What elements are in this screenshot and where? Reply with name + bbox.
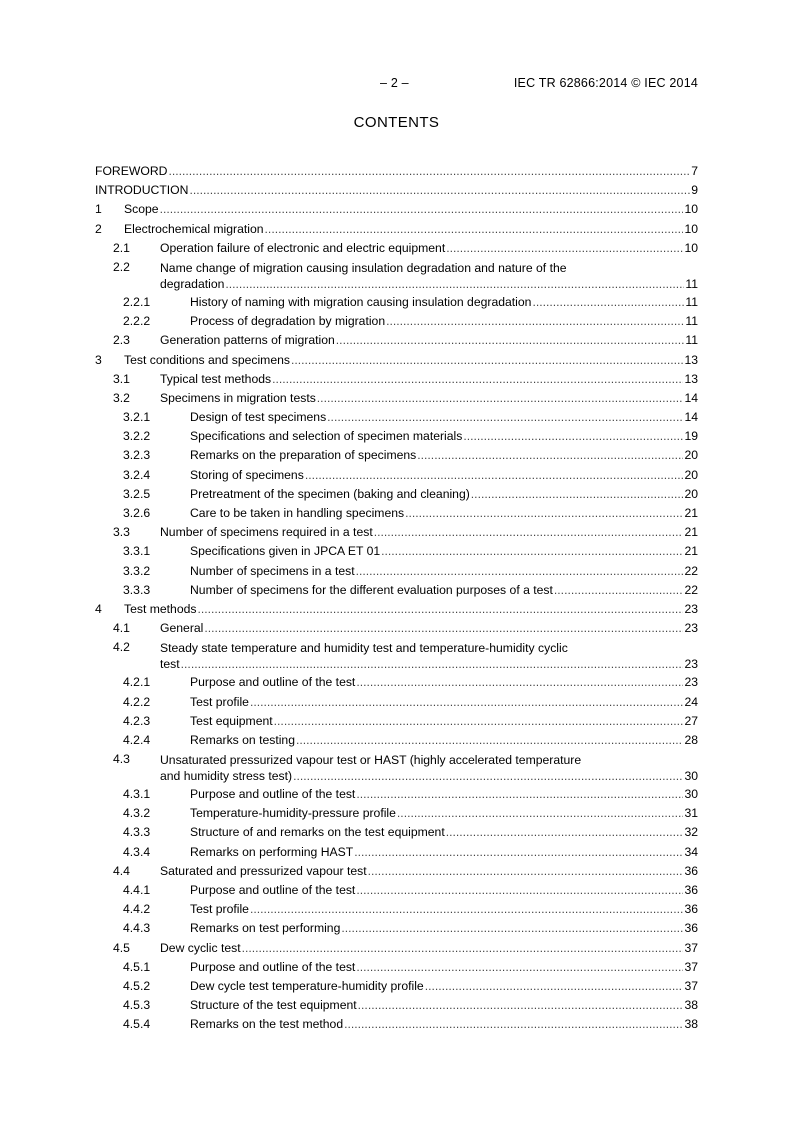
toc-entry-number: 3.2	[113, 390, 130, 405]
toc-entry-page: 11	[685, 314, 698, 329]
dot-leader	[356, 562, 684, 581]
toc-entry-title: Temperature-humidity-pressure profile	[190, 806, 396, 821]
toc-entry-page: 34	[684, 844, 698, 859]
dot-leader	[381, 542, 683, 561]
toc-entry-title: Unsaturated pressurized vapour test or HAST (highly accelerated temperature	[160, 753, 582, 768]
dot-leader	[272, 370, 683, 389]
toc-entry-page: 23	[684, 601, 698, 616]
toc-entry-number: 4.5.3	[123, 998, 151, 1013]
toc-entry-title: Remarks on performing HAST	[190, 844, 354, 859]
toc-entry[interactable]	[95, 312, 698, 331]
toc-entry-page: 9	[691, 183, 698, 198]
dot-leader	[446, 823, 684, 842]
toc-entry-title: Specifications given in JPCA ET 01	[190, 544, 381, 559]
toc-entry[interactable]	[95, 446, 698, 465]
toc-entry-title: Storing of specimens	[190, 467, 304, 482]
dot-leader	[197, 600, 683, 619]
table-of-contents	[95, 162, 698, 1035]
toc-entry[interactable]	[95, 900, 698, 919]
toc-entry[interactable]	[95, 162, 698, 181]
toc-entry[interactable]	[95, 958, 698, 977]
toc-entry[interactable]	[95, 638, 698, 673]
toc-entry-page: 36	[684, 883, 698, 897]
toc-entry-page: 10	[684, 221, 698, 236]
toc-entry[interactable]	[95, 427, 698, 446]
toc-entry[interactable]	[95, 804, 698, 823]
toc-entry[interactable]	[95, 562, 698, 581]
toc-entry[interactable]	[95, 220, 698, 239]
toc-entry-page: 30	[684, 769, 698, 784]
toc-entry-number: 4.3.1	[123, 787, 151, 802]
toc-entry-title: Test profile	[190, 694, 249, 709]
toc-entry-number: 4.3.2	[123, 806, 151, 821]
toc-entry-title: History of naming with migration causing insulation degradation	[190, 294, 532, 309]
toc-entry-page: 13	[684, 371, 698, 386]
toc-entry[interactable]	[95, 750, 698, 785]
toc-entry[interactable]	[95, 673, 698, 692]
toc-entry-title: Purpose and outline of the test	[190, 959, 356, 974]
toc-entry-number: 3.2.2	[123, 429, 151, 444]
toc-entry-title: Specifications and selection of specimen materials	[190, 429, 463, 444]
toc-entry-title: Scope	[124, 202, 159, 217]
toc-entry-page: 20	[684, 467, 698, 482]
toc-entry-title: Structure of and remarks on the test equipment	[190, 825, 445, 840]
toc-entry[interactable]	[95, 862, 698, 881]
toc-entry-page: 11	[685, 294, 698, 309]
toc-entry-number: 3.2.3	[123, 448, 151, 463]
toc-entry-title: degradation	[160, 276, 225, 291]
dot-leader	[397, 804, 684, 823]
toc-entry-number: 4.2.3	[123, 713, 151, 728]
toc-entry-page: 11	[685, 333, 698, 348]
toc-entry-number: 4.3.4	[123, 844, 151, 859]
dot-leader	[327, 408, 683, 427]
dot-leader	[356, 673, 683, 692]
toc-entry-number: 4.1	[113, 621, 130, 636]
toc-entry[interactable]	[95, 919, 698, 938]
toc-entry-page: 21	[684, 525, 698, 540]
toc-entry-page: 21	[684, 506, 698, 520]
toc-entry-title: Remarks on the preparation of specimens	[190, 448, 417, 463]
toc-entry-title: Operation failure of electronic and electric equipment	[160, 240, 446, 255]
toc-entry-number: 2.3	[113, 333, 130, 348]
dot-leader	[250, 900, 684, 919]
toc-entry-number: 4.3	[113, 752, 130, 767]
toc-entry-number: 3.3	[113, 525, 130, 540]
toc-entry-page: 11	[685, 276, 698, 291]
toc-entry-number: 1	[95, 202, 102, 217]
toc-entry-title: Name change of migration causing insulation degradation and nature of the	[160, 260, 567, 275]
dot-leader	[356, 958, 683, 977]
dot-leader	[356, 785, 683, 804]
toc-entry-number: 2.1	[113, 240, 130, 255]
toc-entry-page: 7	[691, 164, 698, 178]
toc-entry-title: Purpose and outline of the test	[190, 787, 356, 802]
toc-entry-title: and humidity stress test)	[160, 769, 293, 784]
toc-entry-title: Typical test methods	[160, 371, 272, 386]
toc-entry-title: Process of degradation by migration	[190, 314, 386, 329]
toc-entry-title: test	[160, 657, 180, 672]
toc-entry-title: Electrochemical migration	[124, 221, 264, 236]
toc-entry[interactable]	[95, 977, 698, 996]
dot-leader	[374, 523, 684, 542]
toc-entry-title: Generation patterns of migration	[160, 333, 335, 348]
dot-leader	[291, 351, 683, 370]
toc-entry-title: Purpose and outline of the test	[190, 883, 356, 897]
toc-entry-number: 4.2.4	[123, 732, 151, 747]
dot-leader	[425, 977, 684, 996]
toc-entry-title: Design of test specimens	[190, 410, 327, 425]
toc-entry-number: 3.2.4	[123, 467, 151, 482]
toc-entry-title: FOREWORD	[95, 164, 168, 178]
toc-entry-number: 3.3.3	[123, 582, 151, 597]
toc-entry-title: Remarks on the test method	[190, 1017, 344, 1032]
toc-entry-page: 37	[684, 978, 698, 993]
toc-entry-number: 4	[95, 601, 102, 616]
dot-leader	[317, 389, 684, 408]
toc-entry-page: 10	[684, 240, 698, 255]
toc-entry-number: 3	[95, 352, 102, 367]
toc-entry-title: Dew cyclic test	[160, 940, 241, 955]
toc-entry-number: 3.2.5	[123, 486, 151, 501]
toc-entry-title: Test conditions and specimens	[124, 352, 290, 367]
toc-entry-number: 2.2	[113, 259, 130, 274]
dot-leader	[532, 293, 684, 312]
toc-entry-page: 14	[684, 410, 698, 425]
toc-entry[interactable]	[95, 939, 698, 958]
dot-leader	[225, 276, 684, 292]
toc-entry[interactable]	[95, 996, 698, 1015]
toc-entry-page: 21	[684, 544, 698, 559]
toc-entry[interactable]	[95, 200, 698, 219]
toc-entry-page: 23	[684, 657, 698, 672]
toc-entry-page: 30	[684, 787, 698, 802]
dot-leader	[356, 881, 683, 900]
toc-entry[interactable]	[95, 485, 698, 504]
toc-entry-title: Number of specimens in a test	[190, 563, 355, 578]
toc-entry-title: Remarks on testing	[190, 732, 295, 747]
toc-entry-page: 14	[684, 390, 698, 405]
toc-entry[interactable]	[95, 370, 698, 389]
toc-entry-page: 19	[684, 429, 698, 444]
toc-entry-number: 3.1	[113, 371, 130, 386]
dot-leader	[250, 693, 684, 712]
toc-entry[interactable]	[95, 542, 698, 561]
toc-entry-title: Steady state temperature and humidity test and temperature-humidity cyclic	[160, 641, 568, 656]
toc-entry-title: Saturated and pressurized vapour test	[160, 863, 367, 878]
toc-entry-title: Test profile	[190, 902, 249, 917]
toc-entry-title: Dew cycle test temperature-humidity profile	[190, 978, 424, 993]
toc-entry-page: 37	[684, 940, 698, 955]
toc-entry-page: 31	[684, 806, 698, 821]
toc-entry[interactable]	[95, 293, 698, 312]
toc-entry-number: 3.3.1	[123, 544, 151, 559]
toc-entry[interactable]	[95, 881, 698, 900]
toc-entry-number: 4.4.1	[123, 883, 151, 897]
toc-entry-page: 20	[684, 486, 698, 501]
toc-entry-number: 4.5	[113, 940, 130, 955]
toc-entry[interactable]	[95, 785, 698, 804]
toc-entry-page: 22	[684, 563, 698, 578]
toc-entry[interactable]	[95, 1015, 698, 1034]
toc-entry[interactable]	[95, 619, 698, 638]
dot-leader	[471, 485, 684, 504]
toc-entry-title: Care to be taken in handling specimens	[190, 506, 405, 520]
toc-entry[interactable]	[95, 712, 698, 731]
toc-entry[interactable]	[95, 504, 698, 523]
dot-leader	[446, 239, 683, 258]
dot-leader	[160, 200, 684, 219]
toc-entry-page: 10	[684, 202, 698, 217]
toc-entry-title: INTRODUCTION	[95, 183, 189, 198]
toc-entry[interactable]	[95, 693, 698, 712]
dot-leader	[358, 996, 684, 1015]
dot-leader	[417, 446, 683, 465]
toc-entry-page: 27	[684, 713, 698, 728]
toc-entry-page: 13	[684, 352, 698, 367]
dot-leader	[204, 619, 683, 638]
dot-leader	[386, 312, 684, 331]
toc-entry-number: 4.4.2	[123, 902, 151, 917]
toc-entry-title: Structure of the test equipment	[190, 998, 357, 1013]
toc-entry-page: 38	[684, 1017, 698, 1032]
toc-entry-number: 2.2.1	[123, 294, 151, 309]
toc-entry-number: 4.5.1	[123, 959, 151, 974]
dot-leader	[168, 162, 690, 181]
toc-entry-title: Test methods	[124, 601, 197, 616]
toc-entry[interactable]	[95, 581, 698, 600]
toc-entry-title: Number of specimens for the different evaluation purposes of a test	[190, 582, 553, 597]
toc-entry-page: 24	[684, 694, 698, 709]
dot-leader	[405, 504, 683, 523]
dot-leader	[296, 731, 683, 750]
toc-entry[interactable]	[95, 731, 698, 750]
toc-entry[interactable]	[95, 331, 698, 350]
dot-leader	[293, 768, 683, 784]
dot-leader	[344, 1015, 683, 1034]
toc-entry[interactable]	[95, 239, 698, 258]
toc-entry-page: 37	[684, 959, 698, 974]
toc-entry-number: 4.4.3	[123, 921, 151, 936]
toc-entry-title: Purpose and outline of the test	[190, 675, 356, 690]
toc-entry-number: 4.2.2	[123, 694, 151, 709]
toc-entry-title: Number of specimens required in a test	[160, 525, 373, 540]
toc-entry-number: 2.2.2	[123, 314, 151, 329]
toc-entry-title: Specimens in migration tests	[160, 390, 316, 405]
toc-entry-number: 4.2	[113, 640, 130, 655]
dot-leader	[189, 181, 690, 200]
toc-entry-title: Test equipment	[190, 713, 273, 728]
toc-entry[interactable]	[95, 843, 698, 862]
toc-entry-page: 22	[684, 582, 698, 597]
toc-entry-title: General	[160, 621, 204, 636]
standard-reference: IEC TR 62866:2014 © IEC 2014	[513, 76, 698, 90]
toc-entry-page: 36	[684, 863, 698, 878]
page-number: – 2 –	[380, 76, 409, 90]
dot-leader	[305, 466, 684, 485]
toc-entry[interactable]	[95, 466, 698, 485]
dot-leader	[336, 331, 685, 350]
toc-entry-number: 4.3.3	[123, 825, 151, 840]
toc-entry[interactable]	[95, 181, 698, 200]
toc-entry[interactable]	[95, 389, 698, 408]
toc-entry-number: 2	[95, 221, 102, 236]
dot-leader	[463, 427, 683, 446]
toc-entry[interactable]	[95, 258, 698, 293]
toc-entry[interactable]	[95, 351, 698, 370]
toc-entry-page: 32	[684, 825, 698, 840]
toc-entry-number: 4.5.4	[123, 1017, 151, 1032]
toc-entry[interactable]	[95, 408, 698, 427]
toc-entry-number: 4.4	[113, 863, 130, 878]
toc-entry-page: 36	[684, 902, 698, 917]
toc-entry-number: 3.2.1	[123, 410, 151, 425]
toc-entry-title: Pretreatment of the specimen (baking and cleaning)	[190, 486, 470, 501]
toc-entry-page: 36	[684, 921, 698, 936]
toc-entry[interactable]	[95, 823, 698, 842]
toc-entry-number: 3.2.6	[123, 506, 151, 520]
dot-leader	[274, 712, 684, 731]
dot-leader	[554, 581, 684, 600]
toc-entry-title: Remarks on test performing	[190, 921, 341, 936]
toc-entry-page: 38	[684, 998, 698, 1013]
dot-leader	[368, 862, 684, 881]
page-title: CONTENTS	[353, 114, 440, 131]
toc-entry-page: 23	[684, 675, 698, 690]
toc-entry-page: 23	[684, 621, 698, 636]
dot-leader	[265, 220, 684, 239]
dot-leader	[354, 843, 683, 862]
dot-leader	[341, 919, 683, 938]
toc-entry-page: 28	[684, 732, 698, 747]
dot-leader	[181, 656, 684, 672]
dot-leader	[242, 939, 684, 958]
toc-entry-number: 4.2.1	[123, 675, 151, 690]
toc-entry-page: 20	[684, 448, 698, 463]
toc-entry[interactable]	[95, 600, 698, 619]
toc-entry-number: 4.5.2	[123, 978, 151, 993]
toc-entry[interactable]	[95, 523, 698, 542]
toc-entry-number: 3.3.2	[123, 563, 151, 578]
